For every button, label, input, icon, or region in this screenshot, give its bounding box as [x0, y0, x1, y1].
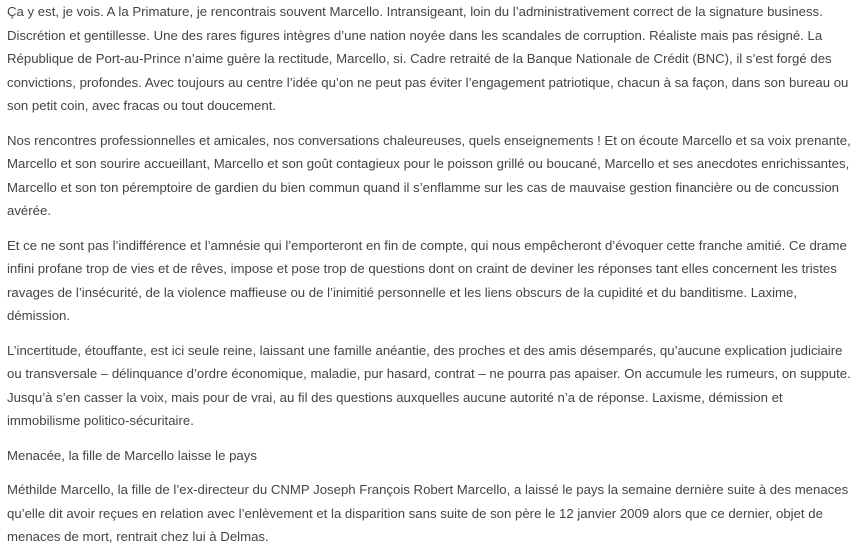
section-subheading: Menacée, la fille de Marcello laisse le pays: [7, 447, 257, 463]
article-body: [7, 0, 857, 560]
paragraph-incertitude: L’incertitude, étouffante, est ici seule reine, laissant une famille anéantie, des proches et des amis désemparés, qu’aucune explication judiciaire ou transversale – délinquance d’ordre économique, maladie, pur hasard, contrat – ne pourra pas apaiser. On accumule les rumeurs, on suppute. Jusqu’à s’en casser la voix, mais pour de vrai, au fil des questions auxquelles aucune autorité n’a de réponse. Laxisme, démission et immobilisme politico-sécuritaire.: [7, 342, 851, 428]
paragraph-methilde: Méthilde Marcello, la fille de l’ex-directeur du CNMP Joseph François Robert Marcello, a laissé le pays la semaine dernière suite à des menaces qu’elle dit avoir reçues en relation avec l’enlèvement et la disparition sans suite de son père le 12 janvier 2009 alors que ce dernier, objet de menaces de mort, rentrait chez lui à Delmas.: [7, 482, 849, 544]
paragraph-rencontres: Nos rencontres professionnelles et amicales, nos conversations chaleureuses, quels enseignements ! Et on écoute Marcello et sa voix prenante, Marcello et son sourire accueillant, Marcello et son goût contagieux pour le poisson grillé ou boucané, Marcello et ses anecdotes enrichissantes, Marcello et son ton péremptoire de gardien du bien commun quand il s’enflamme sur les cas de mauvaise gestion financière ou de concussion avérée.: [7, 132, 851, 218]
paragraph-primature: Ça y est, je vois. A la Primature, je rencontrais souvent Marcello. Intransigeant, loin du l’administrativement correct de la signature business. Discrétion et gentillesse. Une des rares figures intègres d’une nation noyée dans les scandales de corruption. Réaliste mais pas résigné. La République de Port-au-Prince n’aime guère la rectitude, Marcello, si. Cadre retraité de la Banque Nationale de Crédit (BNC), il s’est forgé des convictions, profondes. Avec toujours au centre l’idée qu’on ne peut pas éviter l’engagement patriotique, chacun à sa façon, dans son bureau ou son petit coin, avec fracas ou tout doucement.: [7, 4, 849, 113]
paragraph-indifference: Et ce ne sont pas l’indifférence et l’amnésie qui l’emporteront en fin de compte, qui nous empêcheront d’évoquer cette franche amitié. Ce drame infini profane trop de vies et de rêves, impose et pose trop de questions dont on craint de deviner les réponses tant elles concernent les tristes ravages de l’insécurité, de la violence maffieuse ou de l’inimitié personnelle et les liens obscurs de la cupidité et du banditisme. Laxime, démission.: [7, 237, 847, 323]
